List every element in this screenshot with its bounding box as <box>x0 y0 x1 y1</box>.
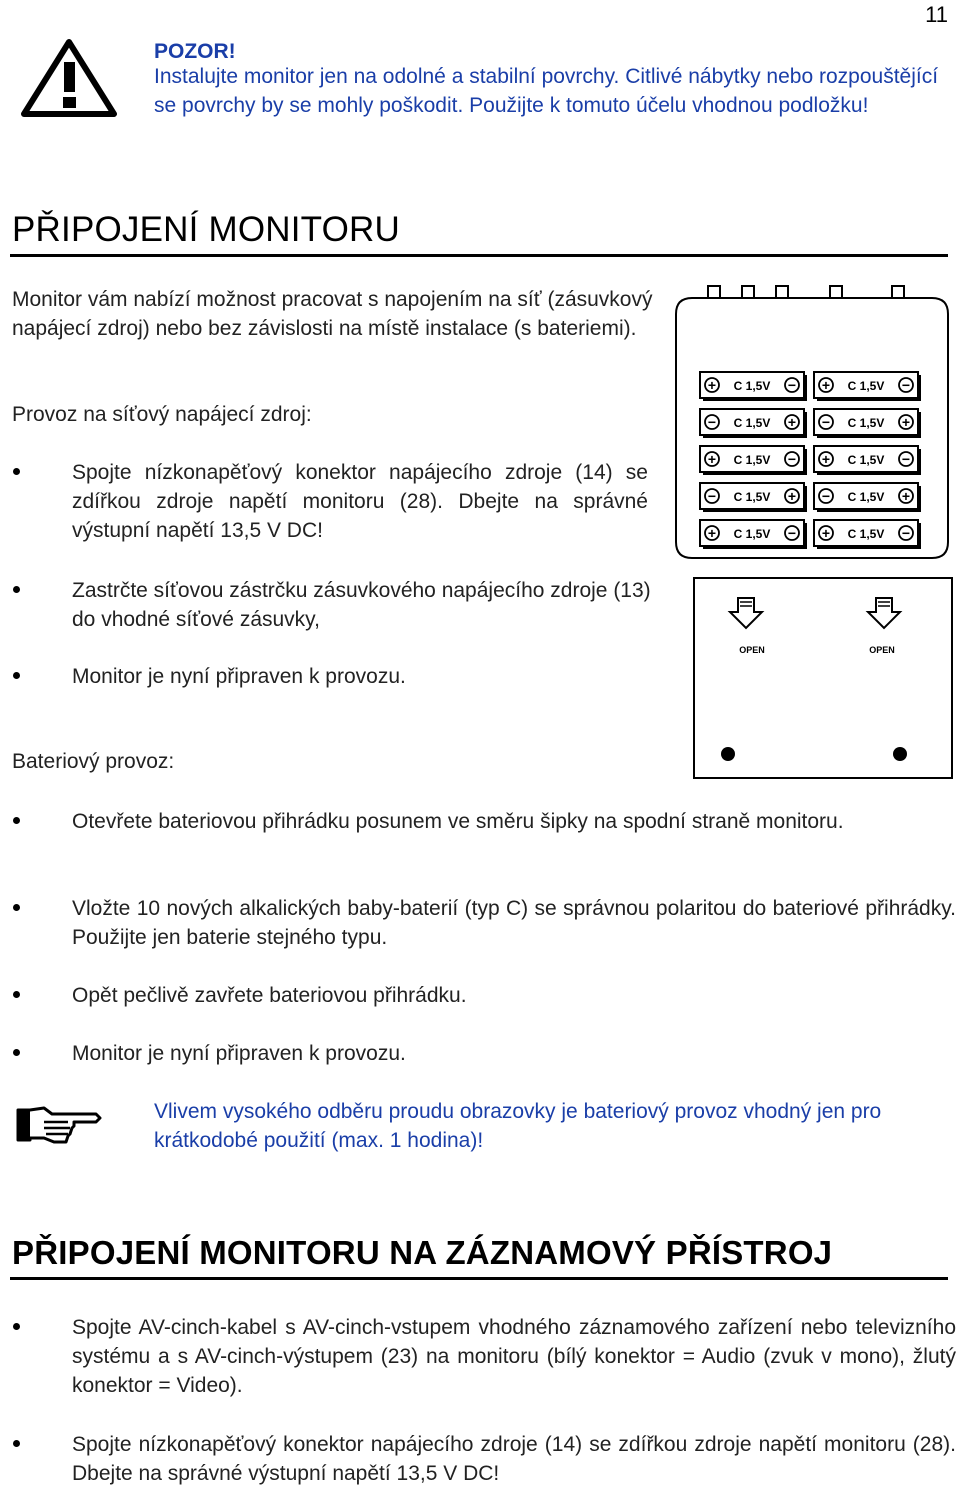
terminal-symbol: + <box>901 488 911 504</box>
battery-label: C 1,5V <box>733 453 771 467</box>
battery-cell <box>700 446 807 475</box>
battery-label: C 1,5V <box>733 490 771 504</box>
battery-cell <box>814 409 921 438</box>
battery-label: C 1,5V <box>733 527 771 541</box>
section-heading-connection: PŘIPOJENÍ MONITORU <box>12 210 400 249</box>
terminal-symbol: + <box>787 488 797 504</box>
mains-label: Provoz na síťový napájecí zdroj: <box>12 403 312 426</box>
mains-step-1: Spojte nízkonapěťový konektor napájecího zdroje (14) se zdířkou zdroje napětí monitoru (28). Dbejte na správné výstupní napětí 13,5 V DC! <box>72 461 648 542</box>
warning-text: Instalujte monitor jen na odolné a stabilní povrchy. Citlivé nábytky nebo rozpouštějící se povrchy by se mohly poškodit. Použijte k tomuto účelu vhodnou podložku! <box>154 65 939 117</box>
bullet-icon <box>13 991 20 998</box>
bullet-icon <box>13 817 20 824</box>
terminal-symbol: + <box>707 377 717 393</box>
battery-label: C 1,5V <box>847 490 885 504</box>
battery-step-2: Vložte 10 nových alkalických baby-baterií (typ C) se správnou polaritou do bateriové přihrádky. Použijte jen baterie stejného typu. <box>72 897 956 949</box>
battery-label: Bateriový provoz: <box>12 750 175 773</box>
battery-cell <box>814 372 921 401</box>
terminal-symbol: + <box>821 525 831 541</box>
warning-title: POZOR! <box>154 40 236 63</box>
mains-step-3: Monitor je nyní připraven k provozu. <box>72 665 406 688</box>
mains-step-2: Zastrčte síťovou zástrčku zásuvkového napájecího zdroje (13) do vhodné síťové zásuvky, <box>72 579 651 631</box>
terminal-symbol: + <box>707 525 717 541</box>
battery-cell <box>700 483 807 512</box>
battery-cell <box>814 483 921 512</box>
heading-rule <box>10 1277 948 1280</box>
bullet-icon <box>13 1049 20 1056</box>
battery-label: C 1,5V <box>733 416 771 430</box>
terminal-symbol: − <box>821 488 831 504</box>
terminal-symbol: − <box>787 525 797 541</box>
battery-cell <box>700 372 807 401</box>
battery-cell <box>700 409 807 438</box>
battery-label: C 1,5V <box>847 453 885 467</box>
battery-compartment-figure <box>672 280 956 788</box>
battery-cell <box>814 446 921 475</box>
bullet-icon <box>13 1323 20 1330</box>
battery-cell <box>700 520 807 549</box>
terminal-symbol: + <box>707 451 717 467</box>
section-heading-recorder: PŘIPOJENÍ MONITORU NA ZÁZNAMOVÝ PŘÍSTROJ <box>12 1234 833 1271</box>
screw-hole <box>721 747 735 761</box>
terminal-symbol: − <box>821 414 831 430</box>
screw-hole <box>893 747 907 761</box>
terminal-symbol: + <box>901 414 911 430</box>
terminal-symbol: − <box>901 377 911 393</box>
battery-step-4: Monitor je nyní připraven k provozu. <box>72 1042 406 1065</box>
bullet-icon <box>13 672 20 679</box>
bullet-icon <box>13 904 20 911</box>
bullet-icon <box>13 586 20 593</box>
terminal-symbol: + <box>787 414 797 430</box>
terminal-symbol: − <box>901 451 911 467</box>
terminal-symbol: − <box>901 525 911 541</box>
warning-triangle-icon <box>20 38 118 124</box>
open-label-left: OPEN <box>739 645 765 655</box>
bullet-icon <box>13 468 20 475</box>
terminal-symbol: − <box>707 414 717 430</box>
terminal-symbol: − <box>787 451 797 467</box>
terminal-symbol: − <box>787 377 797 393</box>
battery-label: C 1,5V <box>847 527 885 541</box>
recorder-step-1: Spojte AV-cinch-kabel s AV-cinch-vstupem vhodného záznamového zařízení nebo televizního systému a s AV-cinch-výstupem (23) na monitoru (bílý konektor = Audio (zvuk v mono), žlutý konektor = Video). <box>72 1316 956 1397</box>
latch-tabs <box>708 286 904 298</box>
terminal-symbol: + <box>821 451 831 467</box>
open-label-right: OPEN <box>869 645 895 655</box>
bullet-icon <box>13 1440 20 1447</box>
battery-step-1: Otevřete bateriovou přihrádku posunem ve směru šipky na spodní straně monitoru. <box>72 810 844 833</box>
heading-rule <box>10 254 948 257</box>
note-text: Vlivem vysokého odběru proudu obrazovky je bateriový provoz vhodný jen pro krátkodobé použití (max. 1 hodina)! <box>154 1100 882 1152</box>
battery-cell <box>814 520 921 549</box>
intro-paragraph: Monitor vám nabízí možnost pracovat s napojením na síť (zásuvkový napájecí zdroj) nebo bez závislosti na místě instalace (s bateriemi). <box>12 288 653 340</box>
terminal-symbol: + <box>821 377 831 393</box>
pointing-hand-icon <box>14 1100 102 1152</box>
terminal-symbol: − <box>707 488 717 504</box>
battery-label: C 1,5V <box>733 379 771 393</box>
recorder-step-2: Spojte nízkonapěťový konektor napájecího zdroje (14) se zdířkou zdroje napětí monitoru (28). Dbejte na správné výstupní napětí 13,5 V DC! <box>72 1433 956 1485</box>
battery-step-3: Opět pečlivě zavřete bateriovou přihrádku. <box>72 984 467 1007</box>
battery-label: C 1,5V <box>847 416 885 430</box>
battery-label: C 1,5V <box>847 379 885 393</box>
page-number: 11 <box>925 2 948 27</box>
